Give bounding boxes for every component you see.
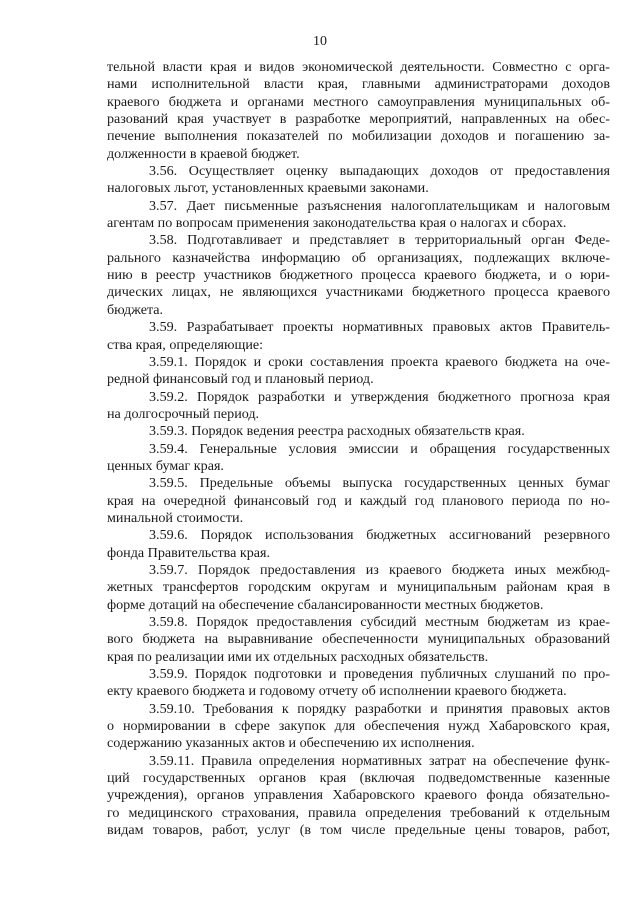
text-line: фонда Правительства края. bbox=[107, 544, 271, 561]
text-line: 3.59.11. Правила определения нормативных затрат на обеспечение функ- bbox=[149, 752, 610, 769]
text-line: редной финансовый год и плановый период. bbox=[107, 371, 374, 388]
text-line: нию в реестр участников бюджетного процесса краевого бюджета, и о юри- bbox=[107, 267, 610, 284]
text-line: 3.59.5. Предельные объемы выпуска государственных ценных бумаг bbox=[149, 475, 610, 492]
text-line: учреждения), органов управления Хабаровского краевого фонда обязательно- bbox=[107, 787, 610, 804]
text-line: 3.59.8. Порядок предоставления субсидий местным бюджетам из крае- bbox=[149, 614, 610, 630]
text-line: форме дотаций на обеспечение сбалансированности местных бюджетов. bbox=[107, 596, 544, 613]
text-line: ства края, определяющие: bbox=[107, 336, 264, 353]
text-line: разований края участвует в разработке мероприятий, направленных на обес- bbox=[107, 111, 610, 128]
text-line: 3.59.3. Порядок ведения реестра расходных обязательств края. bbox=[149, 423, 525, 440]
text-line: видам товаров, работ, услуг (в том числе предельные цены товаров, работ, bbox=[107, 822, 610, 839]
text-line: бюджета. bbox=[107, 301, 164, 318]
page-number: 10 bbox=[313, 34, 327, 49]
text-line: рального казначейства информацию об организациях, подлежащих включе- bbox=[107, 249, 610, 266]
text-line: края по реализации ими их отдельных расходных обязательств. bbox=[107, 648, 489, 665]
text-line: 3.59.7. Порядок предоставления из краевого бюджета иных межбюд- bbox=[149, 561, 610, 578]
text-line: 3.59.2. Порядок разработки и утверждения бюджетного прогноза края bbox=[149, 388, 610, 405]
text-line: 3.59.6. Порядок использования бюджетных ассигнований резервного bbox=[149, 527, 610, 544]
text-line: екту краевого бюджета и годовому отчету об исполнении краевого бюджета. bbox=[107, 683, 567, 700]
text-line: ценных бумаг края. bbox=[107, 457, 224, 474]
text-line: минальной стоимости. bbox=[107, 509, 244, 526]
text-line: 3.59. Разрабатывает проекты нормативных правовых актов Правитель- bbox=[149, 319, 610, 336]
text-line: 3.59.9. Порядок подготовки и проведения публичных слушаний по про- bbox=[149, 666, 610, 683]
text-line: го медицинского страхования, правила определения требований к отдельным bbox=[107, 804, 610, 821]
text-line: 3.59.4. Генеральные условия эмиссии и обращения государственных bbox=[149, 440, 610, 457]
text-line: на долгосрочный период. bbox=[107, 405, 260, 422]
text-line: краевого бюджета и органами местного самоуправления муниципальных об- bbox=[107, 93, 610, 110]
text-line: налоговых льгот, установленных краевыми законами. bbox=[107, 180, 429, 197]
text-line: 3.58. Подготавливает и представляет в территориальный орган Феде- bbox=[149, 232, 610, 249]
text-line: дических лицах, не являющихся участниками бюджетного процесса краевого bbox=[107, 284, 610, 301]
text-line: долженности в краевой бюджет. bbox=[107, 145, 300, 162]
text-line: 3.59.10. Требования к порядку разработки и принятия правовых актов bbox=[149, 700, 610, 717]
text-line: печение выполнения показателей по мобилизации доходов и погашению за- bbox=[107, 128, 610, 145]
document-body bbox=[107, 59, 610, 839]
text-line: 3.57. Дает письменные разъяснения налогоплательщикам и налоговым bbox=[149, 197, 610, 214]
text-line: агентам по вопросам применения законодательства края о налогах и сборах. bbox=[107, 215, 567, 232]
text-line: 3.56. Осуществляет оценку выпадающих доходов от предоставления bbox=[149, 163, 610, 180]
text-line: жетных трансфертов городским округам и муниципальным районам края в bbox=[107, 579, 610, 596]
text-line: содержанию указанных актов и обеспечению их исполнения. bbox=[107, 735, 475, 752]
text-line: вого бюджета на выравнивание обеспеченности муниципальных образований bbox=[107, 631, 610, 648]
text-line: ций государственных органов края (включая подведомственные казенные bbox=[107, 770, 610, 787]
text-line: нами исполнительной власти края, главными администраторами доходов bbox=[107, 76, 610, 93]
text-line: края на очередной финансовый год и каждый год планового периода по но- bbox=[107, 492, 610, 509]
text-line: о нормировании в сфере закупок для обеспечения нужд Хабаровского края, bbox=[107, 718, 610, 735]
text-line: тельной власти края и видов экономической деятельности. Совместно с орга- bbox=[107, 59, 610, 75]
text-line: 3.59.1. Порядок и сроки составления проекта краевого бюджета на оче- bbox=[149, 353, 610, 370]
